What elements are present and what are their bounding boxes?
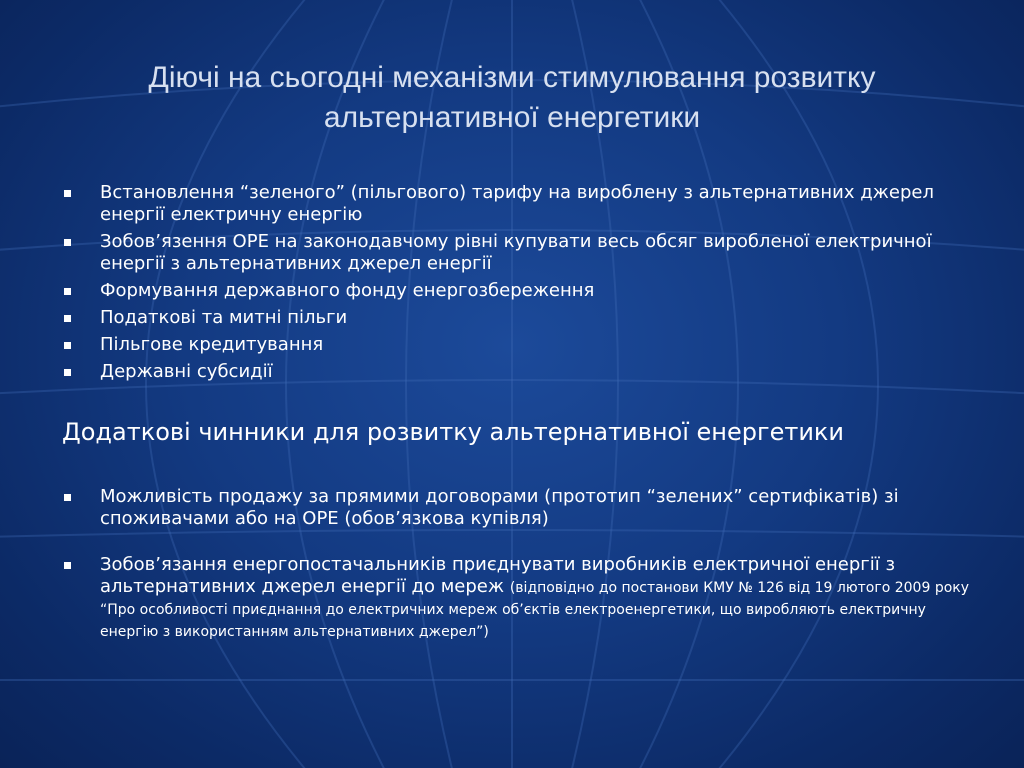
list-item-note: (відповідно до постанови КМУ № 126 від 19 лютого 2009 року “Про особливості приєднання до електричних мереж об’єктів електроенергетики, що виробляють електричну енергію з використанням альтернативних джерел”) bbox=[100, 580, 970, 640]
additional-factors-list bbox=[62, 486, 982, 666]
list-item bbox=[62, 307, 982, 329]
list-item-text: Пільгове кредитування bbox=[100, 334, 324, 355]
list-item-text: Формування державного фонду енергозбереження bbox=[100, 280, 595, 301]
square-bullet-icon bbox=[64, 288, 71, 295]
current-measures-list bbox=[62, 182, 982, 388]
section-subheading: Додаткові чинники для розвитку альтернативної енергетики bbox=[62, 418, 845, 446]
list-item-text: Можливість продажу за прямими договорами (прототип “зелених” сертифікатів) зі споживачами або на ОРЕ (обов’язкова купівля) bbox=[100, 486, 899, 529]
list-item-text: Встановлення “зеленого” (пільгового) тарифу на вироблену з альтернативних джерел енергії електричну енергію bbox=[100, 182, 934, 225]
square-bullet-icon bbox=[64, 369, 71, 376]
list-item bbox=[62, 280, 982, 302]
list-item bbox=[62, 231, 982, 275]
square-bullet-icon bbox=[64, 190, 71, 197]
list-item-text: Державні субсидії bbox=[100, 361, 273, 382]
square-bullet-icon bbox=[64, 342, 71, 349]
square-bullet-icon bbox=[64, 315, 71, 322]
list-item bbox=[62, 361, 982, 383]
list-item-text: Зобов’язання енергопостачальників приєднувати виробників електричної енергії з альтернативних джерел енергії до мереж bbox=[100, 554, 896, 597]
slide-title: Діючі на сьогодні механізми стимулювання розвитку альтернативної енергетики bbox=[148, 61, 876, 134]
list-item bbox=[62, 486, 982, 530]
square-bullet-icon bbox=[64, 562, 71, 569]
list-item bbox=[62, 182, 982, 226]
square-bullet-icon bbox=[64, 239, 71, 246]
list-item-text: Податкові та митні пільги bbox=[100, 307, 348, 328]
square-bullet-icon bbox=[64, 494, 71, 501]
list-item-text: Зобов’язення ОРЕ на законодавчому рівні купувати весь обсяг виробленої електричної енергії з альтернативних джерел енергії bbox=[100, 231, 932, 274]
list-item bbox=[62, 334, 982, 356]
list-item bbox=[62, 554, 982, 642]
